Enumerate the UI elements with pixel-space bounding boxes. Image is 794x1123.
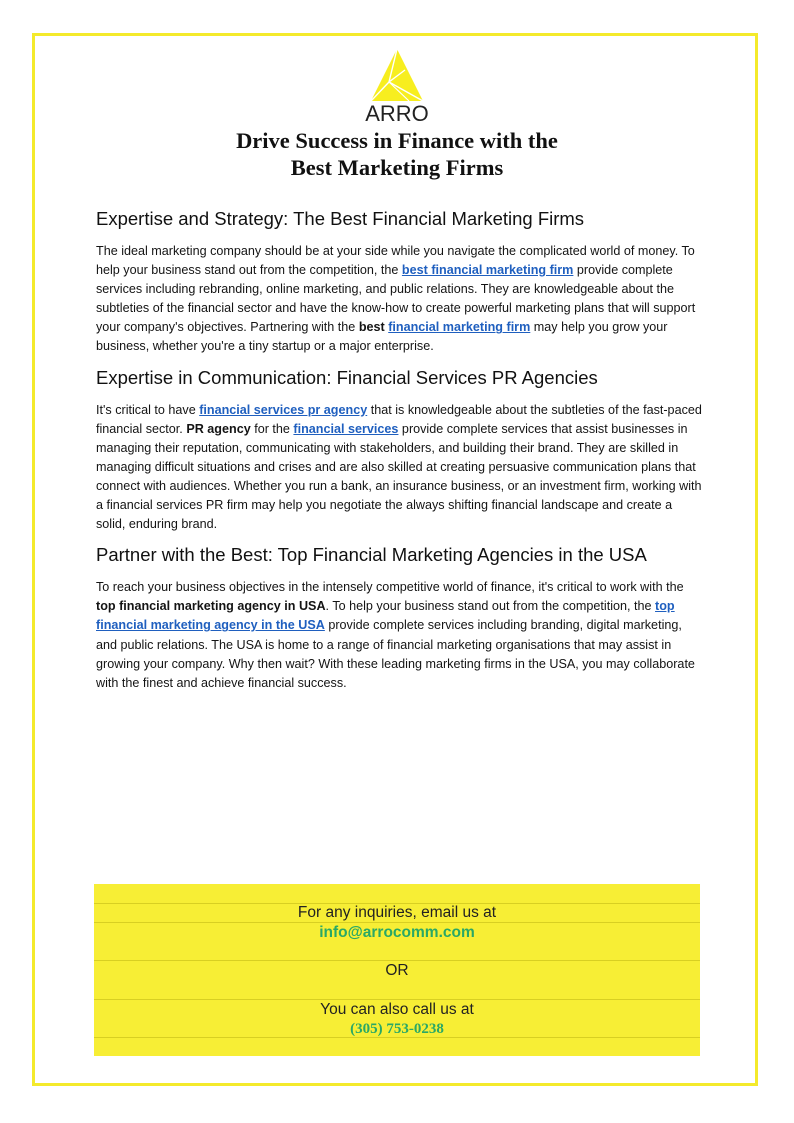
call-text: You can also call us at	[320, 1001, 474, 1018]
section-3-paragraph	[96, 578, 704, 693]
financial-services-pr-agency-link[interactable]: financial services pr agency	[199, 402, 368, 417]
financial-marketing-firm-link[interactable]: financial marketing firm	[388, 320, 531, 335]
divider	[94, 960, 700, 961]
contact-box	[94, 884, 700, 1056]
section-2-heading: Expertise in Communication: Financial Services PR Agencies	[96, 366, 598, 388]
divider	[94, 922, 700, 923]
inquiry-text: For any inquiries, email us at	[297, 904, 497, 921]
title-line-2: Best Marketing Firms	[290, 155, 504, 180]
text-run: that is knowledgeable about the subtleties of the fast-paced financial sector.	[96, 402, 702, 436]
divider	[94, 999, 700, 1000]
financial-services-link[interactable]: financial services	[293, 421, 399, 436]
triangle-logo-icon	[369, 48, 425, 102]
title-line-1: Drive Success in Finance with the	[236, 128, 558, 153]
email-link[interactable]: info@arrocomm.com	[319, 924, 475, 941]
text-run: . To help your business stand out from the competition, the	[325, 599, 656, 614]
or-text: OR	[385, 962, 409, 979]
text-run: It's critical to have	[96, 402, 200, 417]
text-run: provide complete services including branding, digital marketing, and public relations. The USA is home to a range of financial marketing organisations that may assist in growing your company. Why then wait? With these leading marketing firms in the USA, you may collaborate with the finest and achieve financial success.	[96, 618, 695, 690]
section-1-paragraph	[96, 242, 704, 357]
section-3-heading: Partner with the Best: Top Financial Marketing Agencies in the USA	[96, 544, 647, 566]
text-run: To reach your business objectives in the intensely competitive world of finance, it's critical to work with the	[96, 580, 684, 595]
top-financial-marketing-agency-link[interactable]: top financial marketing agency in the USA	[96, 599, 675, 633]
text-run: for the	[250, 421, 294, 436]
section-1-heading: Expertise and Strategy: The Best Financial Marketing Firms	[96, 208, 585, 229]
text-run: provide complete services including rebranding, online marketing, and public relations. They are knowledgeable about the subtleties of the financial sector and have the know-how to create powerful marketing plans that will support your company's objectives. Partnering with the	[96, 263, 696, 335]
bold-text: top financial marketing agency in USA	[96, 599, 326, 614]
document-title	[97, 127, 697, 181]
section-2-paragraph	[96, 401, 704, 535]
bold-text: best	[358, 320, 385, 335]
bold-text: PR agency	[186, 421, 251, 436]
text-run: provide complete services that assist businesses in managing their reputation, communicating with stakeholders, and building their brand. They are skilled in managing difficult situations and crises and are also skilled at creating persuasive communication plans that connect with audiences. Whether you run a bank, an insurance business, or an investment firm, working with a financial services PR firm may help you negotiate the always shifting financial landscape and create a solid, enduring brand.	[96, 421, 702, 532]
best-financial-marketing-firm-link[interactable]: best financial marketing firm	[401, 263, 574, 278]
main-content	[96, 206, 704, 701]
phone-number[interactable]: (305) 753-0238	[350, 1021, 444, 1037]
text-run: The ideal marketing company should be at your side while you navigate the complicated world of money. To help your business stand out from the competition, the	[96, 244, 695, 278]
logo-text: ARRO	[365, 101, 429, 126]
text-run: may help you grow your business, whether you're a tiny startup or a major enterprise.	[96, 320, 668, 354]
logo	[362, 48, 432, 128]
